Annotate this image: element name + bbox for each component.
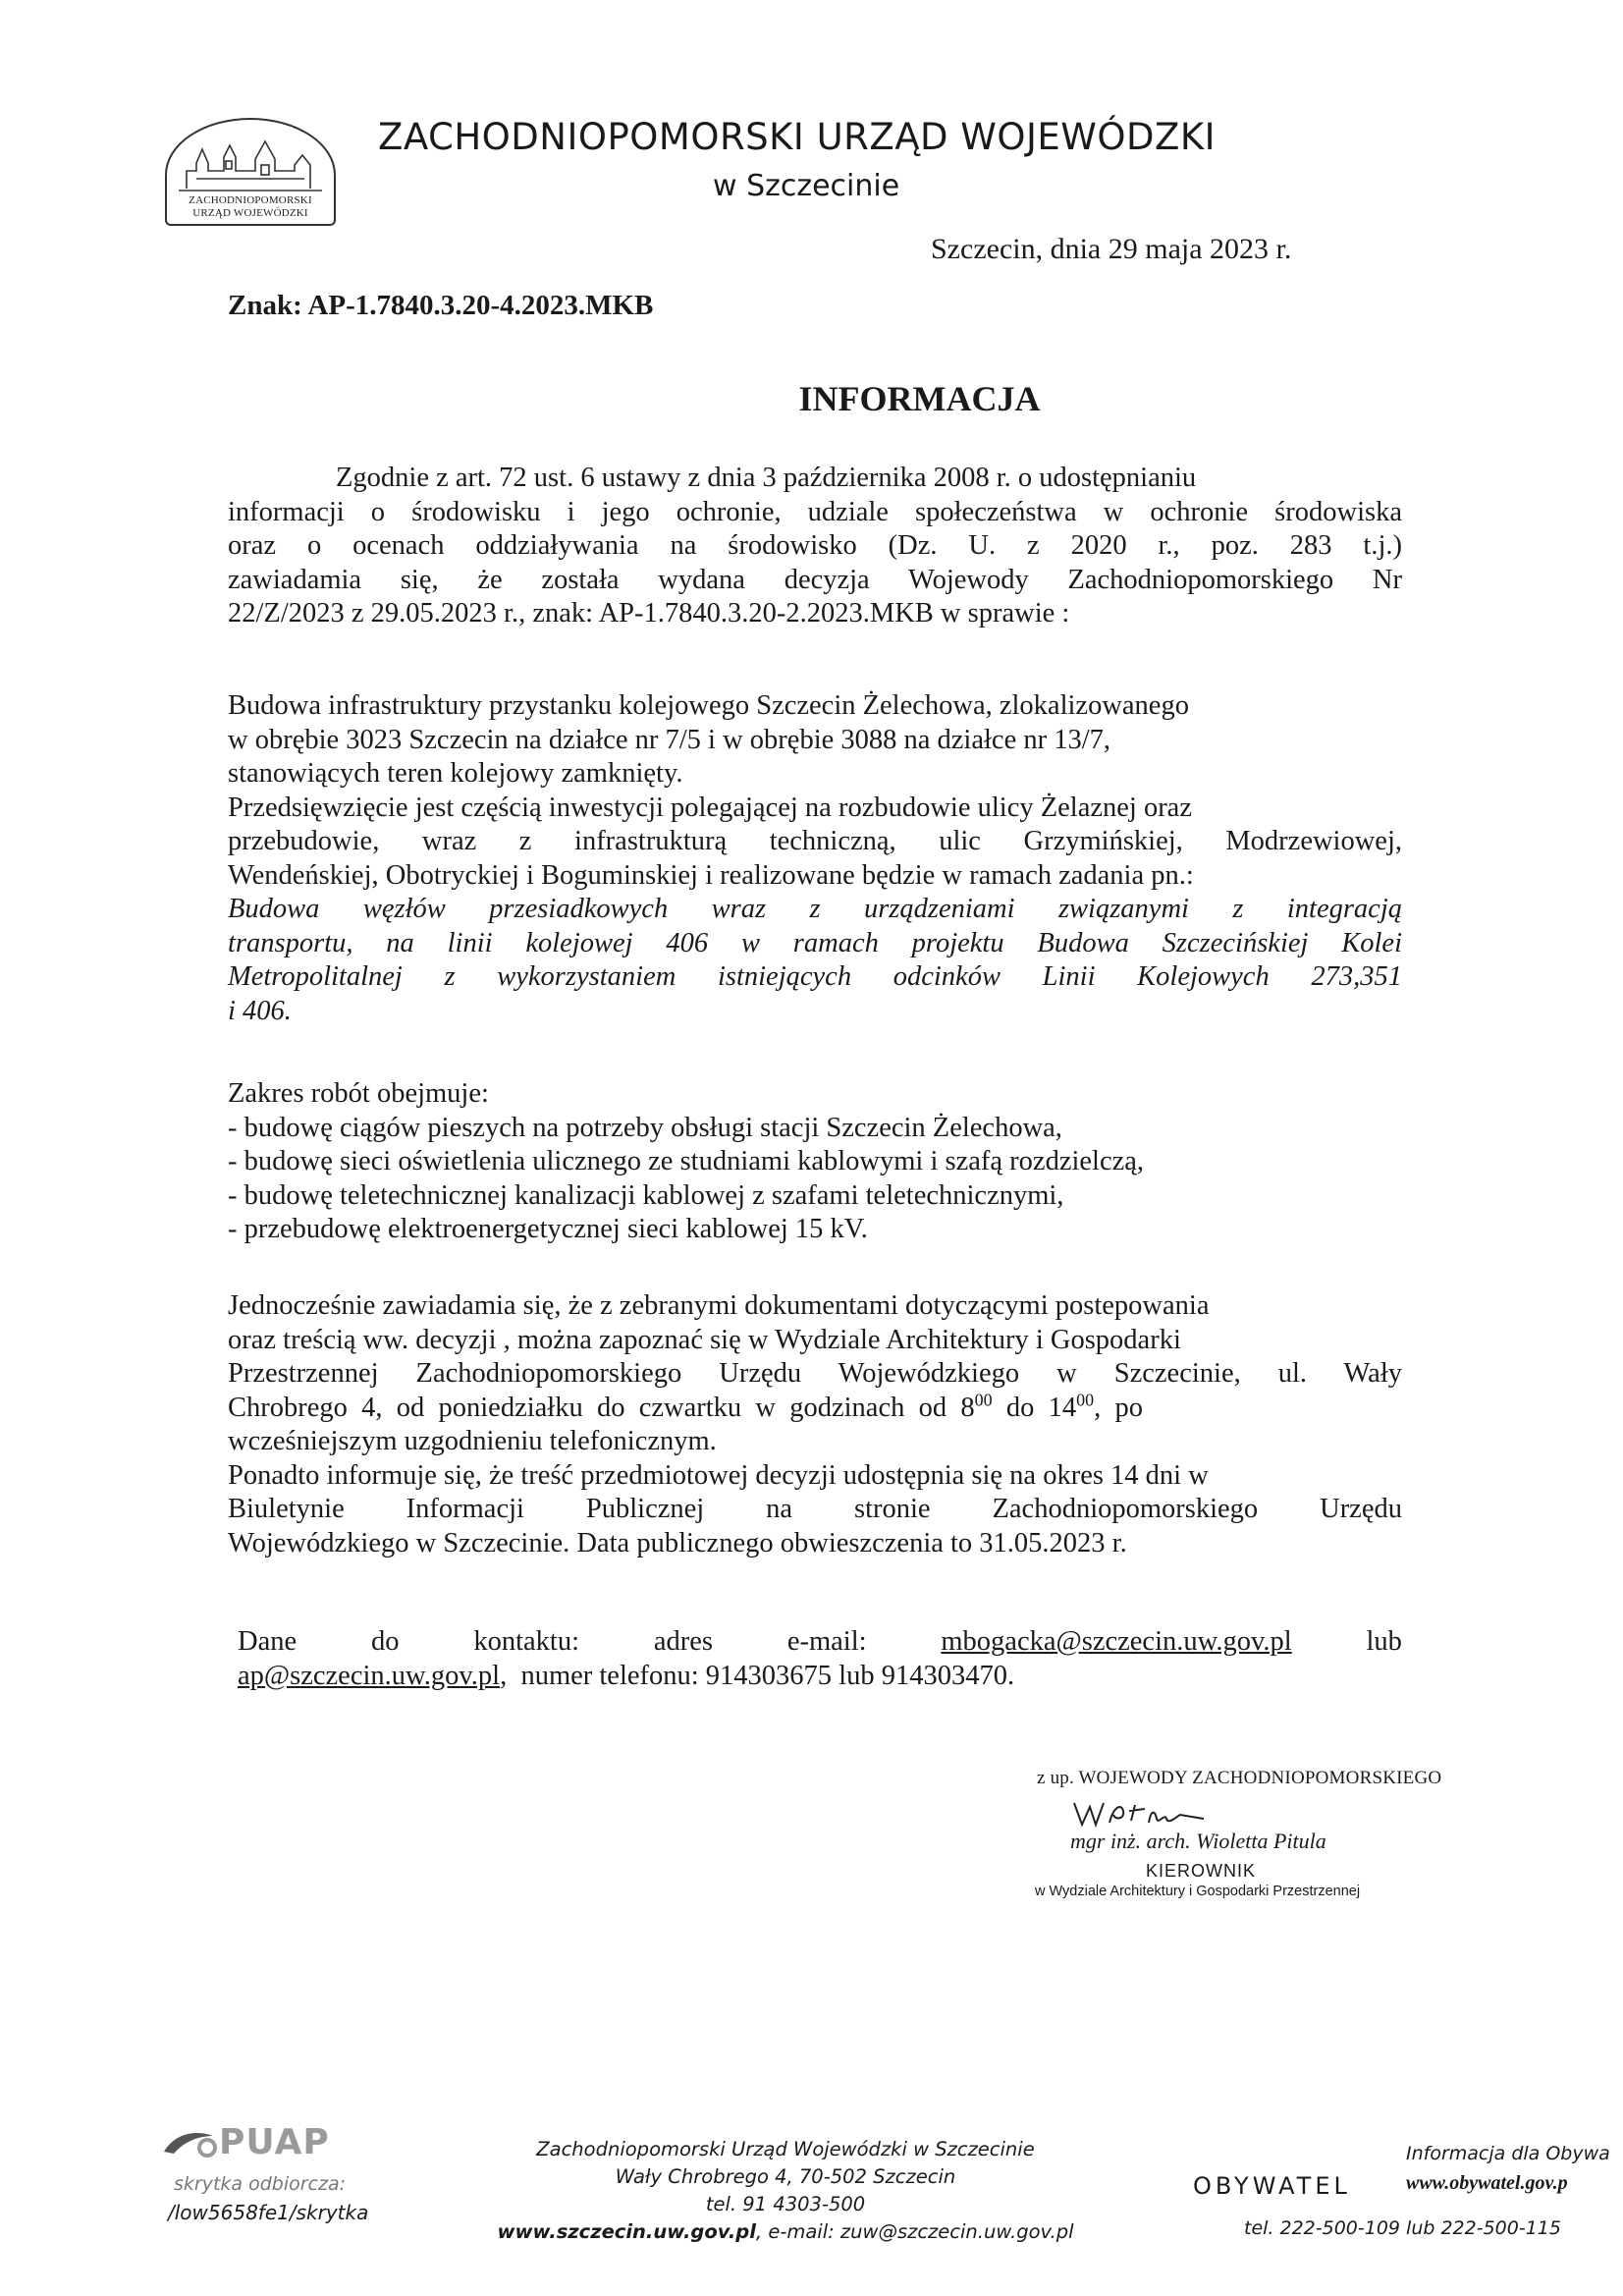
footer-web-line	[481, 2218, 1090, 2246]
hours-to-minutes: 00	[1076, 1390, 1095, 1409]
access-line: Jednocześnie zawiadamia się, że z zebranymi dokumentami dotyczącymi postepowania	[228, 1290, 1210, 1321]
footer-address-line: Wały Chrobrego 4, 70-502 Szczecin	[615, 2165, 956, 2188]
project-line: stanowiących teren kolejowy zamknięty.	[228, 758, 683, 789]
project-line: Przedsięwzięcie jest częścią inwestycji polegającej na rozbudowie ulicy Żelaznej oraz	[228, 792, 1192, 823]
contact-label: adres	[653, 1626, 713, 1657]
project-task-line: Metropolitalnej z wykorzystaniem istniejących odcinków Linii Kolejowych 273,351	[228, 961, 1402, 992]
contact-line-2	[238, 1660, 1402, 1694]
footer-email: , e-mail: zuw@szczecin.uw.gov.pl	[755, 2220, 1074, 2243]
project-line: Wendeńskiej, Obotryckiej i Boguminskiej i realizowane będzie w ramach zadania pn.:	[228, 859, 1194, 891]
intro-line: oraz o ocenach oddziaływania na środowisko (Dz. U. z 2020 r., poz. 283 t.j.)	[228, 530, 1402, 561]
office-name: ZACHODNIOPOMORSKI URZĄD WOJEWÓDZKI	[378, 116, 1217, 158]
access-line: wcześniejszym uzgodnieniu telefonicznym.	[228, 1426, 717, 1456]
case-reference: Znak: AP-1.7840.3.20-4.2023.MKB	[228, 290, 654, 321]
intro-line: 22/Z/2023 z 29.05.2023 r., znak: AP-1.7840.3.20-2.2023.MKB w sprawie :	[228, 598, 1070, 629]
hours-mid: do 14	[992, 1392, 1077, 1423]
obywatel-website-link[interactable]: www.obywatel.gov.p	[1406, 2172, 1568, 2194]
footer-address	[481, 2136, 1090, 2246]
bip-line: Biuletynie Informacji Publicznej na stronie Zachodniopomorskiego Urzędu	[228, 1494, 1402, 1524]
email-link-department[interactable]: ap@szczecin.uw.gov.pl	[238, 1660, 501, 1691]
signatory-department: w Wydziale Architektury i Gospodarki Przestrzennej	[1035, 1884, 1361, 1899]
contact-label: kontaktu:	[473, 1626, 579, 1657]
bip-line: Wojewódzkiego w Szczecinie. Data publicznego obwieszczenia to 31.05.2023 r.	[228, 1527, 1127, 1558]
project-line: Budowa infrastruktury przystanku kolejowego Szczecin Żelechowa, zlokalizowanego	[228, 690, 1189, 721]
office-city: w Szczecinie	[713, 169, 900, 203]
scope-section	[228, 1077, 1402, 1247]
scope-heading: Zakres robót obejmuje:	[228, 1078, 489, 1109]
project-line: przebudowie, wraz z infrastrukturą techniczną, ulic Grzymińskiej, Modrzewiowej,	[228, 826, 1402, 856]
project-task-line: Budowa węzłów przesiadkowych wraz z urządzeniami związanymi z integracją	[228, 894, 1402, 924]
office-hours-line	[228, 1392, 1402, 1426]
phone-numbers: , numer telefonu: 914303675 lub 914303470.	[500, 1660, 1015, 1691]
hours-from-minutes: 00	[974, 1390, 993, 1409]
obywatel-phone: tel. 222-500-109 lub 222-500-115	[1244, 2217, 1561, 2239]
project-task-line: transportu, na linii kolejowej 406 w ramach projektu Budowa Szczecińskiej Kolei	[228, 927, 1402, 958]
epuap-box-path: /low5658fe1/skrytka	[168, 2201, 369, 2224]
scope-item: - budowę teletechnicznej kanalizacji kablowej z szafami teletechnicznymi,	[228, 1179, 1064, 1211]
footer-website-link[interactable]: www.szczecin.uw.gov.pl	[497, 2220, 756, 2243]
email-link-primary[interactable]: mbogacka@szczecin.uw.gov.pl	[941, 1626, 1292, 1657]
contact-or: lub	[1366, 1626, 1402, 1657]
logo-text-line-2: URZĄD WOJEWÓDZKI	[192, 207, 308, 219]
contact-line-1	[238, 1625, 1402, 1660]
contact-label: Dane	[238, 1626, 298, 1657]
project-task-line: i 406.	[228, 995, 292, 1026]
date-line: Szczecin, dnia 29 maja 2023 r.	[931, 233, 1292, 265]
obywatel-logo: OBYWATEL	[1193, 2172, 1351, 2200]
contact-label: e-mail:	[786, 1626, 867, 1657]
document-title-text: INFORMACJA	[798, 379, 1041, 418]
signatory-title: KIEROWNIK	[1146, 1861, 1257, 1881]
signature-on-behalf: z up. WOJEWODY ZACHODNIOPOMORSKIEGO	[1037, 1768, 1442, 1788]
scope-item: - budowę ciągów pieszych na potrzeby obsługi stacji Szczecin Żelechowa,	[228, 1112, 1062, 1143]
office-logo	[165, 118, 336, 226]
project-line: w obrębie 3023 Szczecin na działce nr 7/5 i w obrębie 3088 na działce nr 13/7,	[228, 724, 1111, 755]
epuap-box-label: skrytka odbiorcza:	[174, 2173, 347, 2195]
bip-line: Ponadto informuje się, że treść przedmiotowej decyzji udostępnia się na okres 14 dni w	[228, 1459, 1209, 1491]
epuap-swoosh-icon	[162, 2126, 217, 2161]
intro-line: Zgodnie z art. 72 ust. 6 ustawy z dnia 3 października 2008 r. o udostępnianiu	[336, 463, 1197, 493]
logo-text-line-1: ZACHODNIOPOMORSKI	[189, 194, 312, 206]
scope-item: - przebudowę elektroenergetycznej sieci kablowej 15 kV.	[228, 1214, 868, 1244]
footer-address-line: tel. 91 4303-500	[705, 2193, 866, 2215]
epuap-logo: PUAP	[219, 2122, 330, 2162]
contact-paragraph	[238, 1625, 1402, 1693]
hours-prefix: Chrobrego 4, od poniedziałku do czwartku w godzinach od 8	[228, 1392, 975, 1423]
project-paragraph	[228, 689, 1402, 1028]
signatory-name: mgr inż. arch. Wioletta Pitula	[1070, 1829, 1326, 1853]
hours-suffix: , po	[1094, 1392, 1143, 1423]
footer-address-line: Zachodniopomorski Urząd Wojewódzki w Szczecinie	[536, 2138, 1035, 2160]
intro-line: informacji o środowisku i jego ochronie, udziale społeczeństwa w ochronie środowiska	[228, 496, 1402, 527]
document-title	[0, 378, 1623, 419]
intro-line: zawiadamia się, że została wydana decyzja Wojewody Zachodniopomorskiego Nr	[228, 564, 1402, 595]
access-line: oraz treścią ww. decyzji , można zapoznać się w Wydziale Architektury i Gospodarki	[228, 1324, 1181, 1355]
handwritten-signature-icon	[1070, 1797, 1208, 1831]
intro-paragraph	[228, 462, 1402, 631]
contact-label: do	[370, 1626, 400, 1657]
scope-item: - budowę sieci oświetlenia ulicznego ze studniami kablowymi i szafą rozdzielczą,	[228, 1146, 1145, 1176]
access-line: Przestrzennej Zachodniopomorskiego Urzędu Wojewódzkiego w Szczecinie, ul. Wały	[228, 1358, 1402, 1389]
obywatel-info-label: Informacja dla Obywa	[1406, 2143, 1610, 2164]
access-paragraph	[228, 1289, 1402, 1560]
